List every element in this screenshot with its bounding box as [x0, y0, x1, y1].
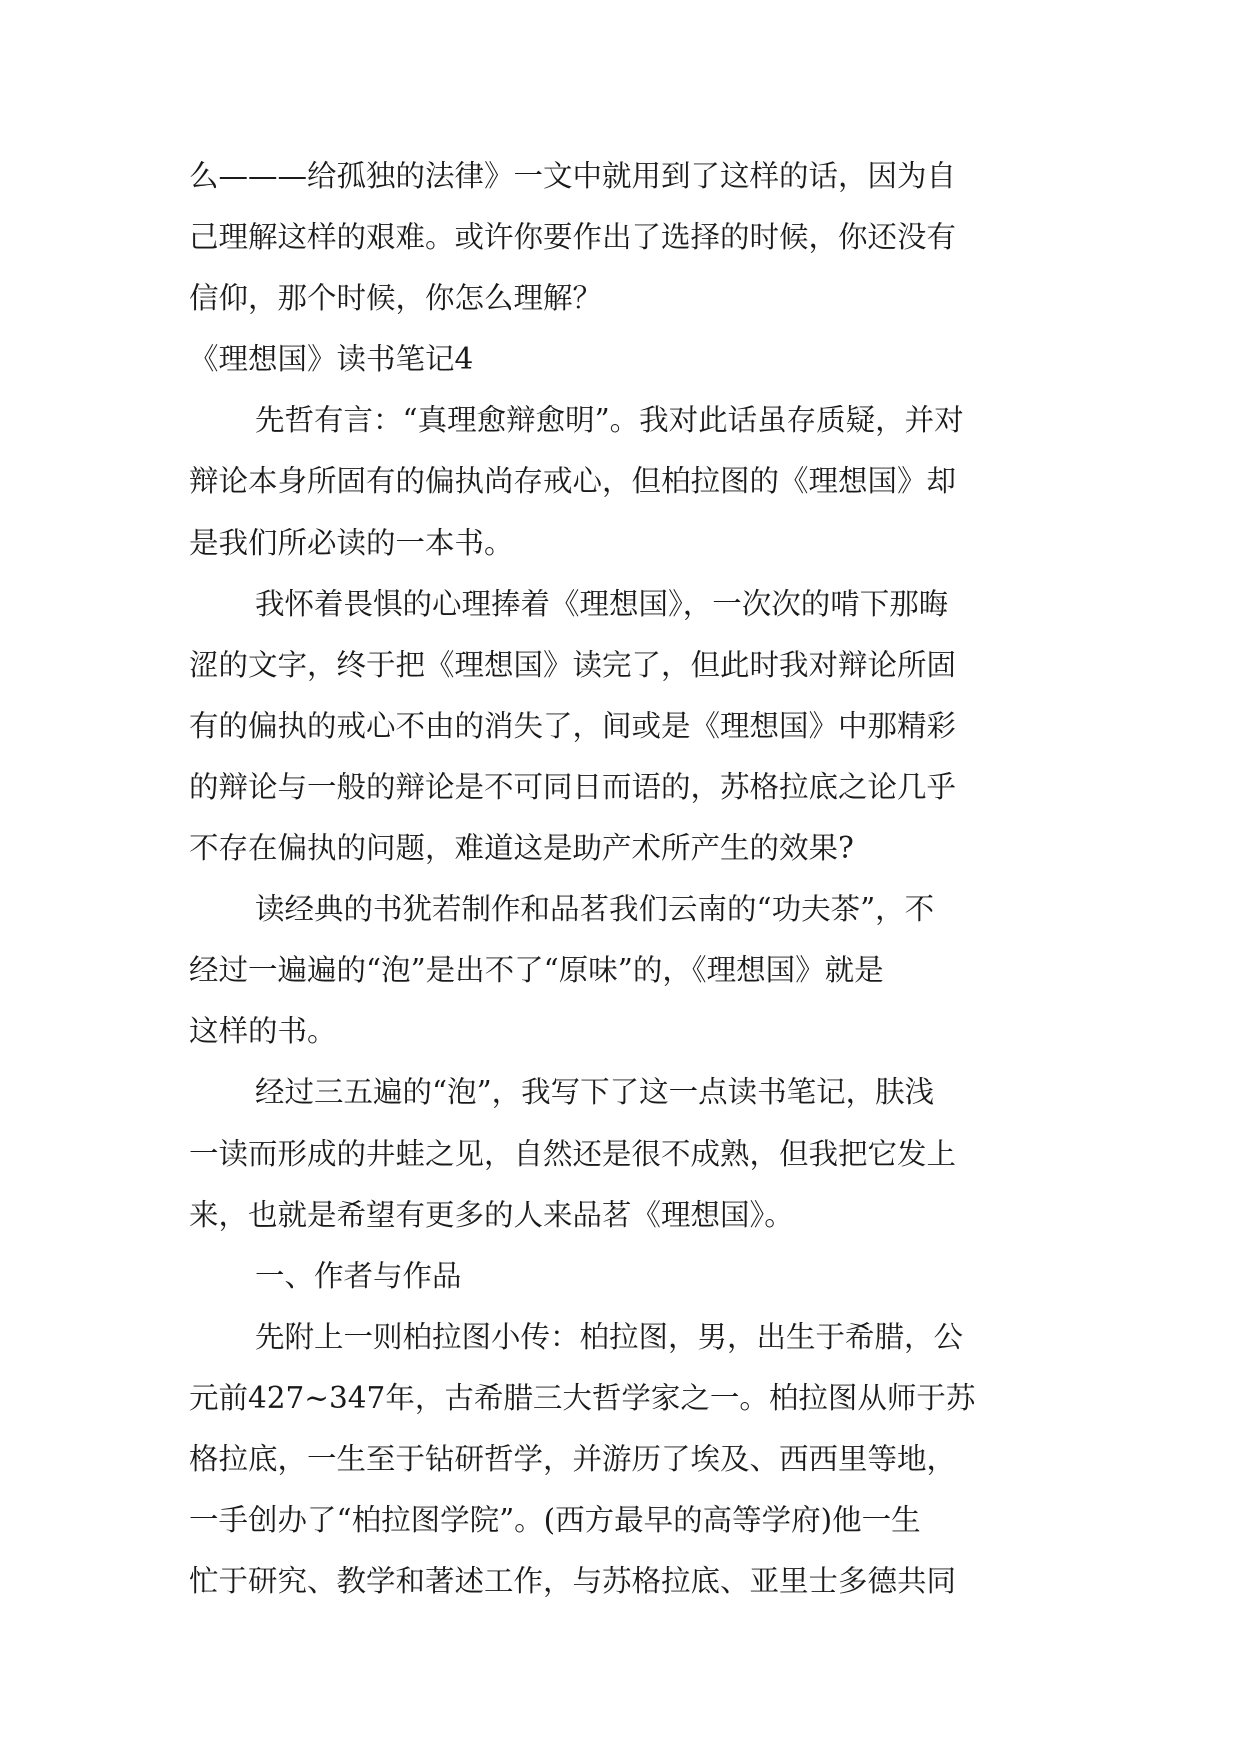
text-line: 是我们所必读的一本书。 — [189, 525, 514, 560]
text-line: 一手创办了“柏拉图学院”。(西方最早的高等学府)他一生 — [189, 1503, 921, 1538]
paragraph-first-line: 经过三五遍的“泡”，我写下了这一点读书笔记，肤浅 — [255, 1075, 935, 1110]
text-line: 己理解这样的艰难。或许你要作出了选择的时候，你还没有 — [189, 220, 957, 255]
text-line: 辩论本身所固有的偏执尚存戒心，但柏拉图的《理想国》却 — [189, 464, 957, 499]
text-line: 这样的书。 — [189, 1014, 337, 1049]
text-line: 忙于研究、教学和著述工作，与苏格拉底、亚里士多德共同 — [189, 1564, 957, 1599]
text-line: 经过一遍遍的“泡”是出不了“原味”的，《理想国》就是 — [189, 953, 884, 988]
paragraph-first-line: 我怀着畏惧的心理捧着《理想国》，一次次的啃下那晦 — [255, 586, 949, 621]
text-line: 信仰，那个时候，你怎么理解？ — [189, 281, 603, 316]
text-line: 么———给孤独的法律》一文中就用到了这样的话，因为自 — [189, 159, 957, 193]
subsection-heading: 一、作者与作品 — [255, 1258, 462, 1293]
text-line: 有的偏执的戒心不由的消失了，间或是《理想国》中那精彩 — [189, 708, 957, 743]
text-line: 不存在偏执的问题，难道这是助产术所产生的效果? — [189, 831, 854, 866]
paragraph-first-line: 先附上一则柏拉图小传：柏拉图，男，出生于希腊，公 — [255, 1319, 964, 1354]
section-heading: 《理想国》读书笔记4 — [189, 342, 474, 377]
text-line: 格拉底，一生至于钻研哲学，并游历了埃及、西西里等地， — [189, 1441, 957, 1476]
text-line: 来，也就是希望有更多的人来品茗《理想国》。 — [189, 1197, 794, 1232]
text-line: 涩的文字，终于把《理想国》读完了，但此时我对辩论所固 — [189, 647, 957, 682]
text-line: 一读而形成的井蛙之见，自然还是很不成熟，但我把它发上 — [189, 1136, 957, 1171]
text-line: 的辩论与一般的辩论是不可同日而语的，苏格拉底之论几乎 — [189, 769, 957, 804]
paragraph-first-line: 先哲有言：“真理愈辩愈明”。我对此话虽存质疑，并对 — [255, 403, 964, 438]
text-line: 元前427~347年，古希腊三大哲学家之一。柏拉图从师于苏 — [189, 1380, 976, 1415]
document-body — [189, 146, 1051, 1612]
paragraph-first-line: 读经典的书犹若制作和品茗我们云南的“功夫茶”，不 — [255, 892, 935, 927]
